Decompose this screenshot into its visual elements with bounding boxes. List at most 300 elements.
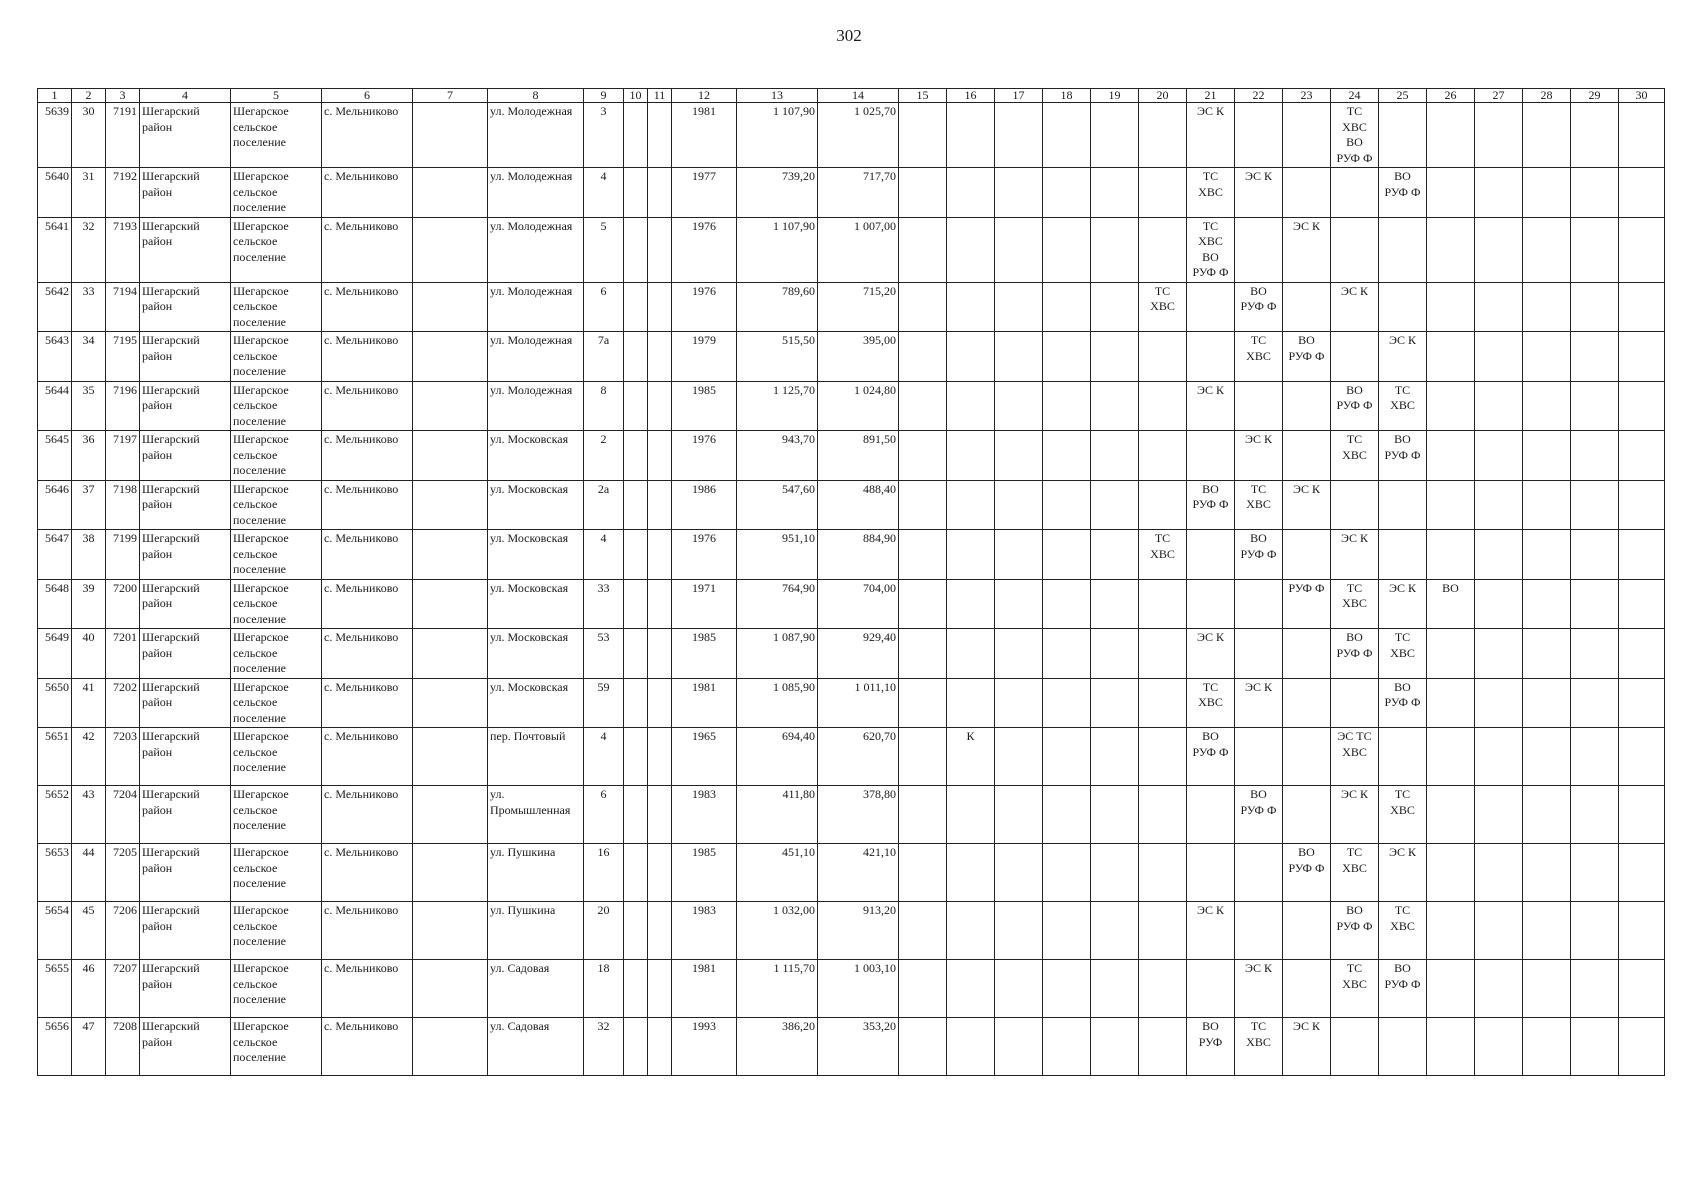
year-cell: 1976 (672, 431, 737, 481)
code-cell: 7205 (106, 844, 140, 902)
service-cell-line: РУФ Ф (1336, 398, 1373, 412)
locality-cell: с. Мельниково (322, 332, 413, 382)
service-cell (1331, 728, 1379, 786)
empty-cell (947, 786, 995, 844)
empty-cell (624, 168, 648, 218)
district-cell (140, 1018, 231, 1076)
empty-cell (1475, 530, 1523, 580)
settlement-cell-line: сельское (233, 447, 278, 462)
living-area-cell: 929,40 (818, 629, 899, 679)
settlement-cell-line: поселение (233, 661, 287, 675)
total-area-cell: 411,80 (737, 786, 818, 844)
column-header: 27 (1475, 89, 1523, 103)
empty-cell (413, 103, 488, 168)
district-cell (140, 579, 231, 629)
district-cell-line: Шегарский (142, 630, 200, 644)
column-header: 29 (1571, 89, 1619, 103)
empty-cell (413, 332, 488, 382)
column-header: 11 (648, 89, 672, 103)
column-header: 4 (140, 89, 231, 103)
service-cell (1187, 217, 1235, 282)
empty-cell (413, 786, 488, 844)
empty-cell (1571, 480, 1619, 530)
service-cell (1235, 168, 1283, 218)
column-header: 16 (947, 89, 995, 103)
code-cell: 7200 (106, 579, 140, 629)
locality-cell: с. Мельниково (322, 103, 413, 168)
settlement-cell-line: сельское (233, 860, 278, 875)
district-cell-line: Шегарский (142, 481, 200, 496)
year-cell: 1965 (672, 728, 737, 786)
house-number-cell: 20 (584, 902, 624, 960)
locality-cell: с. Мельниково (322, 579, 413, 629)
street-cell (488, 678, 584, 728)
empty-cell (1091, 678, 1139, 728)
empty-cell (1427, 103, 1475, 168)
street-cell-line: ул. Садовая (490, 961, 550, 975)
living-area-cell: 913,20 (818, 902, 899, 960)
code-cell: 7201 (106, 629, 140, 679)
column-header: 17 (995, 89, 1043, 103)
settlement-cell-line: Шегарское (233, 283, 289, 298)
service-cell-line: ХВС (1342, 447, 1367, 462)
table-row (38, 786, 1665, 844)
service-cell (1331, 431, 1379, 481)
district-cell (140, 960, 231, 1018)
empty-cell (1523, 786, 1571, 844)
empty-cell (648, 579, 672, 629)
living-area-cell: 488,40 (818, 480, 899, 530)
empty-cell (624, 103, 648, 168)
empty-cell (1571, 431, 1619, 481)
total-area-cell: 1 087,90 (737, 629, 818, 679)
empty-cell (413, 629, 488, 679)
district-cell (140, 431, 231, 481)
service-cell (1331, 579, 1379, 629)
index-cell: 32 (72, 217, 106, 282)
empty-cell (624, 844, 648, 902)
street-cell (488, 902, 584, 960)
house-number-cell: 32 (584, 1018, 624, 1076)
empty-cell (1187, 431, 1235, 481)
code-cell: 7204 (106, 786, 140, 844)
code-cell: 7194 (106, 282, 140, 332)
empty-cell (1475, 960, 1523, 1018)
table-row (38, 480, 1665, 530)
empty-cell (1139, 381, 1187, 431)
column-header: 1 (38, 89, 72, 103)
living-area-cell: 1 011,10 (818, 678, 899, 728)
settlement-cell (231, 678, 322, 728)
empty-cell (947, 902, 995, 960)
empty-cell (1235, 902, 1283, 960)
record-number-cell: 5656 (38, 1018, 72, 1076)
service-cell-line: ЭС ТС (1337, 729, 1372, 743)
service-cell-line: РУФ Ф (1288, 860, 1325, 875)
empty-cell (1571, 1018, 1619, 1076)
service-cell-line: РУФ Ф (1384, 976, 1421, 991)
empty-cell (413, 728, 488, 786)
settlement-cell (231, 960, 322, 1018)
year-cell: 1981 (672, 678, 737, 728)
column-header: 21 (1187, 89, 1235, 103)
service-cell-line: ХВС (1390, 802, 1415, 817)
empty-cell (648, 678, 672, 728)
empty-cell (1475, 786, 1523, 844)
settlement-cell-line: сельское (233, 546, 278, 561)
record-number-cell: 5653 (38, 844, 72, 902)
street-cell (488, 431, 584, 481)
service-cell-line: РУФ Ф (1240, 546, 1277, 561)
empty-cell (1043, 168, 1091, 218)
index-cell: 39 (72, 579, 106, 629)
street-cell (488, 629, 584, 679)
service-cell-line: ТС (1346, 961, 1363, 975)
empty-cell (1283, 786, 1331, 844)
street-cell (488, 1018, 584, 1076)
code-cell: 7198 (106, 480, 140, 530)
empty-cell (1187, 282, 1235, 332)
code-cell: 7206 (106, 902, 140, 960)
empty-cell (1187, 530, 1235, 580)
total-area-cell: 451,10 (737, 844, 818, 902)
table-row (38, 103, 1665, 168)
service-cell-line: ВО (1346, 135, 1363, 149)
service-cell-line: ХВС (1342, 744, 1367, 759)
district-cell-line: Шегарский (142, 1019, 200, 1033)
settlement-cell (231, 530, 322, 580)
service-cell-line: ЭС К (1245, 432, 1272, 446)
service-cell-line: ЭС К (1197, 382, 1224, 397)
empty-cell (1331, 332, 1379, 382)
empty-cell (1235, 844, 1283, 902)
district-cell-line: Шегарский (142, 679, 200, 694)
index-cell: 31 (72, 168, 106, 218)
settlement-cell-line: сельское (233, 645, 278, 660)
empty-cell (413, 844, 488, 902)
service-cell-line: РУФ Ф (1288, 348, 1325, 363)
empty-cell (1619, 728, 1665, 786)
district-cell (140, 902, 231, 960)
empty-cell (1283, 168, 1331, 218)
empty-cell (1139, 1018, 1187, 1076)
service-cell (1235, 431, 1283, 481)
service-cell-line: ТС (1394, 382, 1411, 397)
empty-cell (1475, 431, 1523, 481)
empty-cell (1379, 282, 1427, 332)
service-cell-line: ЭС К (1245, 961, 1272, 975)
empty-cell (995, 217, 1043, 282)
service-cell (1187, 728, 1235, 786)
empty-cell (1379, 1018, 1427, 1076)
service-cell (1427, 579, 1475, 629)
service-cell-line: ХВС (1342, 119, 1367, 134)
code-cell: 7208 (106, 1018, 140, 1076)
table-row (38, 678, 1665, 728)
street-cell-line: ул. Пушкина (490, 845, 556, 859)
empty-cell (1331, 678, 1379, 728)
settlement-cell (231, 168, 322, 218)
service-cell-line: ЭС К (1245, 169, 1272, 183)
service-cell-line: ВО (1442, 580, 1459, 595)
district-cell-line: район (142, 447, 173, 462)
street-cell-line: ул. Молодежная (490, 218, 573, 233)
service-cell (1331, 103, 1379, 168)
settlement-cell (231, 629, 322, 679)
column-header: 9 (584, 89, 624, 103)
service-cell-line: ЭС К (1245, 679, 1272, 694)
empty-cell (1331, 480, 1379, 530)
empty-cell (648, 1018, 672, 1076)
empty-cell (1619, 902, 1665, 960)
index-cell: 37 (72, 480, 106, 530)
service-cell-line: ВО (1250, 283, 1267, 298)
empty-cell (1283, 282, 1331, 332)
district-cell-line: Шегарский (142, 961, 200, 975)
service-cell (1379, 168, 1427, 218)
empty-cell (648, 217, 672, 282)
empty-cell (947, 530, 995, 580)
record-number-cell: 5651 (38, 728, 72, 786)
code-cell: 7196 (106, 381, 140, 431)
year-cell: 1983 (672, 786, 737, 844)
district-cell-line: Шегарский (142, 787, 200, 801)
year-cell: 1977 (672, 168, 737, 218)
empty-cell (1619, 431, 1665, 481)
street-cell (488, 728, 584, 786)
service-cell-line: ТС (1250, 1019, 1267, 1033)
empty-cell (1379, 103, 1427, 168)
empty-cell (1091, 844, 1139, 902)
total-area-cell: 547,60 (737, 480, 818, 530)
service-cell-line: ТС (1154, 531, 1171, 545)
house-number-cell: 7а (584, 332, 624, 382)
empty-cell (1283, 103, 1331, 168)
record-number-cell: 5645 (38, 431, 72, 481)
locality-cell: с. Мельниково (322, 217, 413, 282)
service-cell-line: РУФ Ф (1192, 497, 1229, 511)
code-cell: 7193 (106, 217, 140, 282)
empty-cell (1619, 960, 1665, 1018)
empty-cell (624, 960, 648, 1018)
index-cell: 38 (72, 530, 106, 580)
code-cell: 7199 (106, 530, 140, 580)
empty-cell (1283, 678, 1331, 728)
empty-cell (624, 728, 648, 786)
empty-cell (995, 282, 1043, 332)
index-cell: 35 (72, 381, 106, 431)
service-cell-line: ВО (1202, 1019, 1219, 1033)
empty-cell (995, 629, 1043, 679)
living-area-cell: 1 024,80 (818, 381, 899, 431)
service-cell-line: ХВС (1198, 184, 1223, 199)
empty-cell (1523, 902, 1571, 960)
empty-cell (1619, 282, 1665, 332)
year-cell: 1985 (672, 629, 737, 679)
empty-cell (1523, 1018, 1571, 1076)
service-cell (1379, 629, 1427, 679)
settlement-cell-line: сельское (233, 299, 278, 313)
empty-cell (1283, 629, 1331, 679)
settlement-cell-line: поселение (233, 876, 287, 890)
settlement-cell-line: Шегарское (233, 382, 289, 397)
empty-cell (947, 168, 995, 218)
empty-cell (1523, 332, 1571, 382)
empty-cell (1139, 786, 1187, 844)
empty-cell (1091, 579, 1139, 629)
empty-cell (995, 431, 1043, 481)
service-cell (1283, 844, 1331, 902)
empty-cell (899, 431, 947, 481)
table-row (38, 332, 1665, 382)
settlement-cell (231, 728, 322, 786)
district-cell-line: Шегарский (142, 218, 200, 233)
living-area-cell: 395,00 (818, 332, 899, 382)
district-cell-line: Шегарский (142, 382, 200, 397)
empty-cell (1235, 629, 1283, 679)
empty-cell (1379, 217, 1427, 282)
district-cell-line: район (142, 234, 173, 248)
service-cell (1331, 844, 1379, 902)
column-header: 18 (1043, 89, 1091, 103)
service-cell-line: ХВС (1390, 398, 1415, 412)
empty-cell (648, 381, 672, 431)
empty-cell (1043, 431, 1091, 481)
service-cell-line: ЭС К (1389, 333, 1416, 347)
locality-cell: с. Мельниково (322, 960, 413, 1018)
empty-cell (1427, 728, 1475, 786)
service-cell-line: ТС (1154, 283, 1171, 298)
empty-cell (1139, 217, 1187, 282)
year-cell: 1979 (672, 332, 737, 382)
empty-cell (1091, 902, 1139, 960)
column-header: 6 (322, 89, 413, 103)
empty-cell (413, 678, 488, 728)
living-area-cell: 704,00 (818, 579, 899, 629)
empty-cell (1139, 678, 1187, 728)
table-row (38, 960, 1665, 1018)
empty-cell (1043, 530, 1091, 580)
year-cell: 1985 (672, 381, 737, 431)
empty-cell (995, 103, 1043, 168)
service-cell (1283, 332, 1331, 382)
empty-cell (1043, 844, 1091, 902)
empty-cell (1043, 728, 1091, 786)
service-cell (1283, 579, 1331, 629)
empty-cell (1283, 960, 1331, 1018)
street-cell (488, 960, 584, 1018)
empty-cell (1091, 282, 1139, 332)
settlement-cell-line: Шегарское (233, 531, 289, 545)
empty-cell (1187, 332, 1235, 382)
district-cell (140, 629, 231, 679)
table-row (38, 629, 1665, 679)
service-cell-line: ТС (1250, 481, 1267, 496)
house-number-cell: 4 (584, 168, 624, 218)
empty-cell (624, 579, 648, 629)
street-cell-line: ул. Московская (490, 481, 569, 496)
service-cell-line: ЭС К (1197, 903, 1224, 917)
service-cell-line: РУФ Ф (1192, 265, 1229, 279)
service-cell (1283, 217, 1331, 282)
district-cell-line: Шегарский (142, 531, 200, 545)
empty-cell (1139, 960, 1187, 1018)
empty-cell (899, 728, 947, 786)
empty-cell (1619, 844, 1665, 902)
street-cell-line: Промышленная (490, 802, 571, 817)
service-cell-line: ЭС К (1389, 845, 1416, 859)
empty-cell (1091, 217, 1139, 282)
street-cell (488, 381, 584, 431)
service-cell-line: ХВС (1342, 976, 1367, 991)
year-cell: 1981 (672, 103, 737, 168)
empty-cell (1091, 103, 1139, 168)
empty-cell (1571, 902, 1619, 960)
service-cell (1379, 381, 1427, 431)
empty-cell (1043, 381, 1091, 431)
empty-cell (1043, 1018, 1091, 1076)
table-row (38, 530, 1665, 580)
empty-cell (995, 786, 1043, 844)
settlement-cell-line: поселение (233, 992, 287, 1006)
empty-cell (1427, 844, 1475, 902)
empty-cell (1523, 168, 1571, 218)
record-number-cell: 5641 (38, 217, 72, 282)
district-cell-line: район (142, 119, 173, 134)
empty-cell (1523, 844, 1571, 902)
empty-cell (1523, 728, 1571, 786)
service-cell-line: ХВС (1198, 234, 1223, 248)
locality-cell: с. Мельниково (322, 844, 413, 902)
empty-cell (1091, 530, 1139, 580)
empty-cell (1283, 728, 1331, 786)
empty-cell (1571, 960, 1619, 1018)
settlement-cell-line: сельское (233, 918, 278, 933)
empty-cell (1475, 629, 1523, 679)
empty-cell (624, 381, 648, 431)
living-area-cell: 421,10 (818, 844, 899, 902)
service-cell-line: ТС (1202, 218, 1219, 233)
empty-cell (1475, 480, 1523, 530)
settlement-cell-line: поселение (233, 200, 287, 214)
settlement-cell-line: поселение (233, 818, 287, 832)
service-cell-line: ВО (1250, 787, 1267, 801)
district-cell (140, 282, 231, 332)
empty-cell (1091, 332, 1139, 382)
settlement-cell-line: сельское (233, 348, 278, 363)
service-cell-line: ВО (1346, 630, 1363, 644)
service-cell (1235, 678, 1283, 728)
table-row (38, 217, 1665, 282)
empty-cell (1427, 1018, 1475, 1076)
empty-cell (1235, 381, 1283, 431)
year-cell: 1976 (672, 282, 737, 332)
empty-cell (1043, 282, 1091, 332)
empty-cell (995, 332, 1043, 382)
service-cell-line: ВО (1394, 169, 1411, 183)
settlement-cell-line: Шегарское (233, 787, 289, 801)
district-cell (140, 103, 231, 168)
empty-cell (1283, 381, 1331, 431)
district-cell-line: район (142, 497, 173, 511)
column-header: 26 (1427, 89, 1475, 103)
district-cell-line: район (142, 1034, 173, 1049)
house-number-cell: 6 (584, 786, 624, 844)
empty-cell (648, 629, 672, 679)
house-number-cell: 5 (584, 217, 624, 282)
service-cell-line: ЭС К (1341, 283, 1368, 298)
empty-cell (995, 1018, 1043, 1076)
